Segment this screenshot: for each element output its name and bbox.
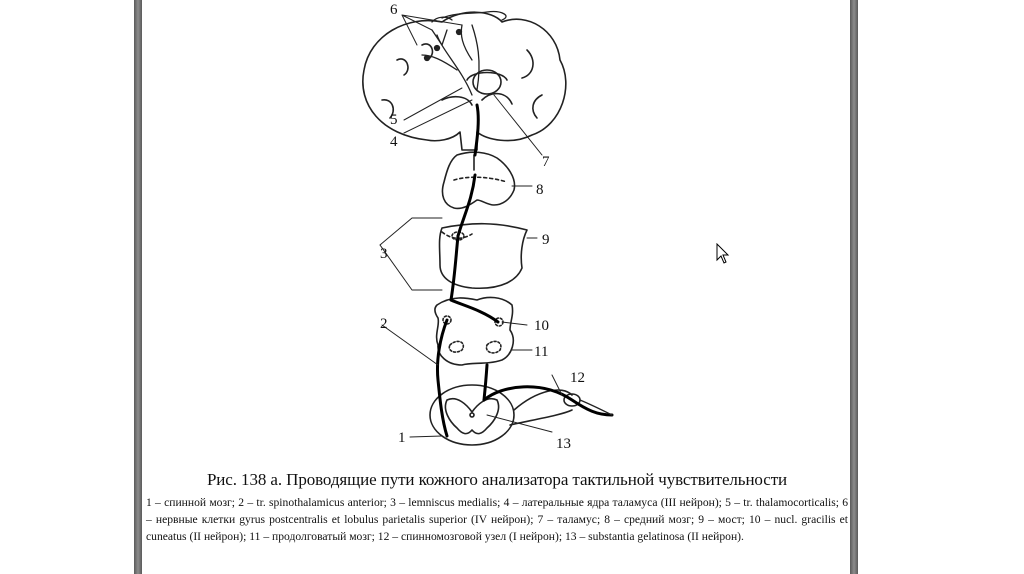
midbrain-shape: [442, 152, 514, 208]
slide-frame-left: [134, 0, 142, 574]
label-11: 11: [534, 344, 549, 360]
label-3: 3: [380, 246, 388, 262]
tactile-pathway-diagram: [142, 0, 850, 470]
slide: [142, 0, 850, 574]
mouse-pointer-icon: [716, 243, 730, 265]
slide-frame-right: [850, 0, 858, 574]
label-2: 2: [380, 316, 388, 332]
caption-body: 1 – спинной мозг; 2 – tr. spinothalamicus anterior; 3 – lemniscus medialis; 4 – латеральные ядра таламуса (III нейрон); 5 – tr. thalamocorticalis; 6 – нервные клетки gyrus postcentralis et lobulus parietalis superior (IV нейрон); 7 – таламус; 8 – средний мозг; 9 – мост; 10 – nucl. gracilis et cuneatus (II нейрон); 11 – продолговатый мозг; 12 – спинномозговой узел (I нейрон); 13 – substantia gelatinosa (II нейрон).: [146, 496, 848, 543]
brain-section: [363, 12, 566, 150]
label-6: 6: [390, 2, 398, 18]
label-4: 4: [390, 134, 398, 150]
caption-title: Рис. 138 а. Проводящие пути кожного анализатора тактильной чувствительности: [206, 470, 788, 489]
label-8: 8: [536, 182, 544, 198]
label-12: 12: [570, 370, 585, 386]
label-5: 5: [390, 112, 398, 128]
label-9: 9: [542, 232, 550, 248]
leader-lines: [380, 15, 562, 437]
label-10: 10: [534, 318, 549, 334]
diagram-number-labels: [380, 2, 585, 452]
label-13: 13: [556, 436, 571, 452]
label-1: 1: [398, 430, 406, 446]
figure-caption: [146, 470, 848, 545]
cortex-neurons: [422, 12, 506, 95]
label-7: 7: [542, 154, 550, 170]
